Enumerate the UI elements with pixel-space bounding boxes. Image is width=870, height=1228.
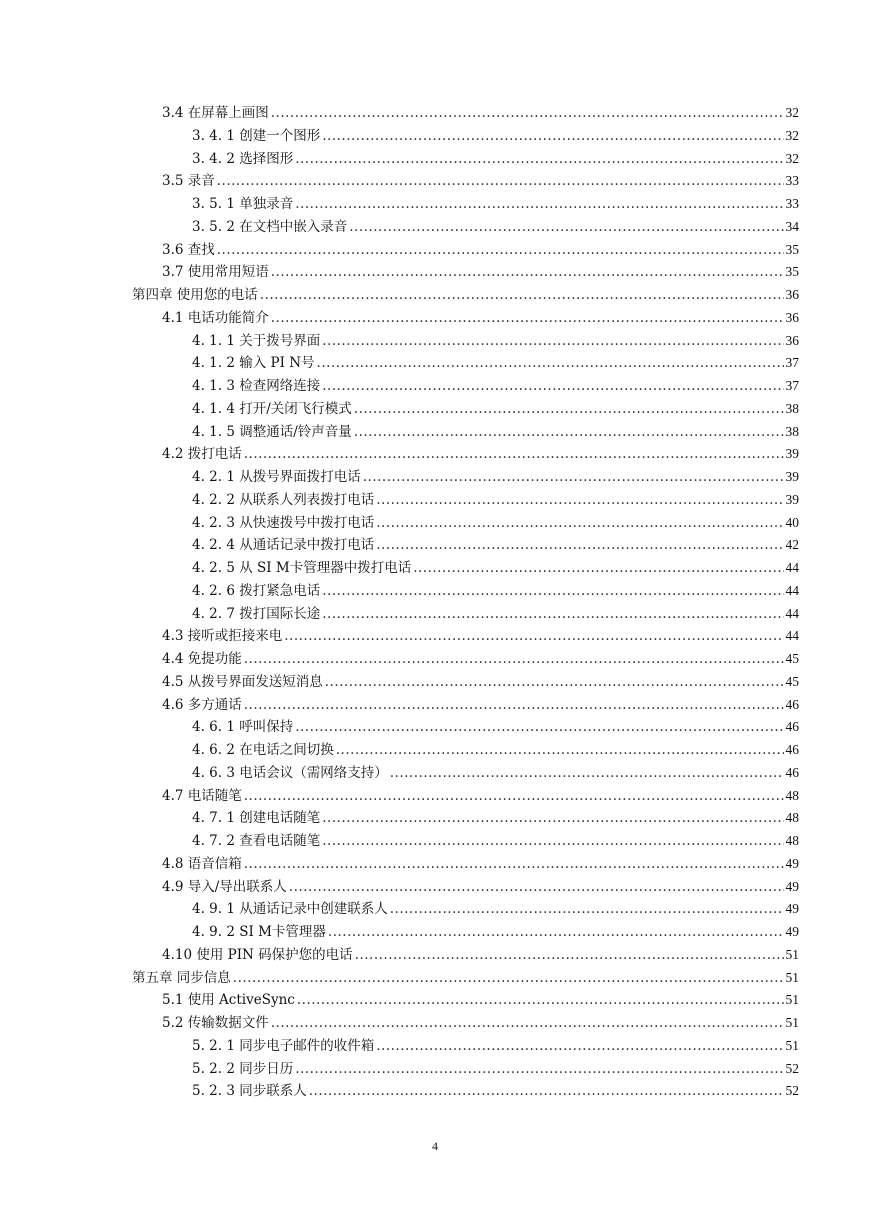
toc-dot-leader <box>244 785 784 808</box>
table-of-contents <box>0 102 870 1103</box>
toc-dot-leader <box>244 648 784 671</box>
toc-entry-page: 32 <box>785 127 799 143</box>
toc-entry-label: 4. 6. 3 电话会议（需网络支持） <box>192 764 388 781</box>
toc-dot-leader <box>260 284 784 307</box>
toc-entry-page: 42 <box>785 537 799 553</box>
toc-dot-leader <box>244 694 784 717</box>
toc-entry-page: 44 <box>785 628 799 644</box>
toc-dot-leader <box>349 216 783 239</box>
toc-dot-leader <box>295 193 783 216</box>
toc-dot-leader <box>376 489 783 512</box>
toc-entry-label: 4. 1. 1 关于拨号界面 <box>192 332 321 349</box>
toc-dot-leader <box>376 512 783 535</box>
toc-entry[interactable] <box>0 671 870 694</box>
toc-entry-page: 52 <box>785 1083 799 1099</box>
toc-dot-leader <box>322 580 783 603</box>
toc-entry-page: 49 <box>785 901 799 917</box>
toc-dot-leader <box>271 1012 784 1035</box>
toc-entry-label: 5. 2. 3 同步联系人 <box>192 1083 307 1100</box>
toc-entry-label: 3.5 录音 <box>162 173 215 190</box>
toc-entry-label: 4. 9. 1 从通话记录中创建联系人 <box>192 901 388 918</box>
toc-entry-label: 4. 2. 1 从拨号界面拨打电话 <box>192 469 361 485</box>
toc-entry-label: 4. 1. 4 打开/关闭飞行模式 <box>192 400 352 417</box>
toc-entry-label: 4. 2. 3 从快速拨号中拨打电话 <box>192 514 375 531</box>
toc-entry[interactable] <box>0 125 870 148</box>
toc-entry-page: 44 <box>785 582 799 598</box>
toc-entry-label: 4. 9. 2 SI M卡管理器 <box>192 924 326 940</box>
toc-entry-label: 4.8 语音信箱 <box>162 855 242 872</box>
toc-entry[interactable] <box>0 170 870 193</box>
toc-entry[interactable] <box>0 352 870 375</box>
toc-entry-page: 44 <box>785 560 799 575</box>
toc-entry[interactable] <box>0 284 870 307</box>
toc-entry-page: 45 <box>785 651 799 666</box>
toc-entry-page: 49 <box>785 924 799 939</box>
toc-entry[interactable] <box>0 830 870 853</box>
toc-entry-page: 51 <box>785 1037 799 1053</box>
toc-entry-page: 36 <box>785 287 799 302</box>
toc-entry-label: 5.1 使用 ActiveSync <box>162 992 295 1009</box>
toc-entry-page: 49 <box>785 855 799 871</box>
toc-dot-leader <box>390 762 784 785</box>
toc-entry[interactable] <box>0 1035 870 1058</box>
toc-dot-leader <box>271 307 784 330</box>
toc-entry-page: 35 <box>785 241 799 257</box>
toc-entry[interactable] <box>0 807 870 830</box>
toc-entry-page: 51 <box>785 992 799 1008</box>
toc-dot-leader <box>295 1058 783 1081</box>
toc-entry-page: 51 <box>785 969 799 985</box>
toc-entry-label: 4.9 导入/导出联系人 <box>162 878 287 895</box>
toc-entry-page: 40 <box>785 514 799 530</box>
toc-entry-page: 45 <box>785 673 799 689</box>
toc-dot-leader <box>295 716 783 739</box>
toc-entry[interactable] <box>0 216 870 239</box>
toc-entry[interactable] <box>0 193 870 216</box>
toc-entry-page: 39 <box>785 469 799 484</box>
toc-entry-page: 48 <box>785 810 799 826</box>
toc-entry-label: 3. 5. 2 在文档中嵌入录音 <box>192 218 348 235</box>
toc-entry-page: 51 <box>785 946 799 962</box>
toc-entry-label: 3. 4. 1 创建一个图形 <box>192 127 321 144</box>
toc-entry[interactable] <box>0 1012 870 1035</box>
toc-dot-leader <box>317 352 784 375</box>
toc-entry-label: 4. 6. 2 在电话之间切换 <box>192 742 334 758</box>
toc-entry[interactable] <box>0 785 870 808</box>
toc-entry-label: 4.4 免提功能 <box>162 651 242 667</box>
toc-dot-leader <box>271 261 784 284</box>
toc-entry-page: 32 <box>785 150 799 166</box>
toc-dot-leader <box>336 739 784 762</box>
toc-entry-label: 4. 7. 2 查看电话随笔 <box>192 833 321 849</box>
toc-entry[interactable] <box>0 762 870 785</box>
toc-dot-leader <box>244 443 784 466</box>
toc-entry[interactable] <box>0 1058 870 1081</box>
toc-entry-label: 3.6 查找 <box>162 241 215 258</box>
toc-entry[interactable] <box>0 421 870 444</box>
toc-entry-label: 3.4 在屏幕上画图 <box>162 105 269 121</box>
toc-entry-label: 4. 1. 2 输入 PI N号 <box>192 355 315 372</box>
toc-entry-label: 3. 4. 2 选择图形 <box>192 150 294 167</box>
toc-entry[interactable] <box>0 898 870 921</box>
toc-entry-page: 51 <box>785 1015 799 1030</box>
toc-entry[interactable] <box>0 989 870 1012</box>
toc-entry[interactable] <box>0 307 870 330</box>
toc-entry-label: 4.5 从拨号界面发送短消息 <box>162 673 323 690</box>
toc-dot-leader <box>328 921 784 944</box>
toc-entry-label: 第四章 使用您的电话 <box>132 287 258 303</box>
toc-entry-page: 38 <box>785 423 799 439</box>
toc-entry-label: 4.1 电话功能简介 <box>162 309 269 326</box>
toc-dot-leader <box>354 398 784 421</box>
toc-entry-label: 3.7 使用常用短语 <box>162 264 269 281</box>
toc-entry[interactable] <box>0 625 870 648</box>
toc-entry-label: 5. 2. 2 同步日历 <box>192 1060 294 1077</box>
toc-entry[interactable] <box>0 648 870 671</box>
toc-dot-leader <box>413 557 783 580</box>
toc-dot-leader <box>325 671 784 694</box>
toc-dot-leader <box>322 125 783 148</box>
toc-entry-label: 4. 2. 4 从通话记录中拨打电话 <box>192 537 375 554</box>
toc-entry-label: 4. 2. 5 从 SI M卡管理器中拨打电话 <box>192 560 412 576</box>
toc-entry-page: 48 <box>785 833 799 848</box>
toc-dot-leader <box>284 625 783 648</box>
toc-entry-label: 4.6 多方通话 <box>162 696 242 713</box>
toc-entry[interactable] <box>0 102 870 125</box>
toc-entry-page: 38 <box>785 400 799 416</box>
toc-entry[interactable] <box>0 375 870 398</box>
toc-dot-leader <box>297 989 784 1012</box>
toc-entry-label: 4.3 接听或拒接来电 <box>162 628 283 645</box>
toc-entry-label: 5.2 传输数据文件 <box>162 1015 269 1031</box>
toc-entry[interactable] <box>0 398 870 421</box>
toc-entry[interactable] <box>0 261 870 284</box>
toc-entry[interactable] <box>0 716 870 739</box>
toc-entry-page: 33 <box>785 173 799 189</box>
toc-dot-leader <box>271 102 784 125</box>
toc-entry-page: 46 <box>785 742 799 757</box>
toc-entry-page: 37 <box>785 378 799 393</box>
toc-entry-label: 4.10 使用 PIN 码保护您的电话 <box>162 946 353 963</box>
toc-entry-page: 39 <box>785 446 799 462</box>
toc-entry-page: 36 <box>785 309 799 325</box>
toc-entry-label: 4. 2. 6 拨打紧急电话 <box>192 582 321 599</box>
toc-dot-leader <box>217 239 784 262</box>
toc-dot-leader <box>376 534 783 557</box>
toc-entry[interactable] <box>0 944 870 967</box>
toc-entry-label: 4.7 电话随笔 <box>162 787 242 804</box>
page-number: 4 <box>432 1139 438 1153</box>
toc-dot-leader <box>295 148 783 171</box>
toc-entry-label: 4.2 拨打电话 <box>162 446 242 463</box>
toc-entry-page: 52 <box>785 1060 799 1076</box>
toc-entry-label: 5. 2. 1 同步电子邮件的收件箱 <box>192 1037 375 1054</box>
toc-entry-label: 4. 2. 2 从联系人列表拨打电话 <box>192 491 375 508</box>
toc-entry[interactable] <box>0 534 870 557</box>
toc-dot-leader <box>322 807 783 830</box>
toc-entry-label: 第五章 同步信息 <box>132 969 231 986</box>
toc-entry[interactable] <box>0 239 870 262</box>
toc-entry-page: 32 <box>785 105 799 120</box>
toc-entry-page: 49 <box>785 878 799 894</box>
toc-dot-leader <box>289 876 784 899</box>
toc-entry-page: 39 <box>785 491 799 507</box>
toc-dot-leader <box>354 421 784 444</box>
toc-entry-label: 4. 2. 7 拨打国际长途 <box>192 605 321 622</box>
toc-dot-leader <box>309 1080 784 1103</box>
toc-entry-page: 48 <box>785 787 799 803</box>
toc-dot-leader <box>355 944 784 967</box>
toc-entry[interactable] <box>0 489 870 512</box>
toc-dot-leader <box>217 170 784 193</box>
toc-entry-page: 37 <box>785 355 799 371</box>
toc-entry-page: 46 <box>785 764 799 780</box>
toc-dot-leader <box>244 853 784 876</box>
toc-dot-leader <box>322 375 783 398</box>
toc-entry-label: 4. 6. 1 呼叫保持 <box>192 719 294 736</box>
toc-entry[interactable] <box>0 580 870 603</box>
toc-entry[interactable] <box>0 876 870 899</box>
toc-dot-leader <box>233 967 784 990</box>
toc-dot-leader <box>322 603 783 626</box>
toc-entry[interactable] <box>0 739 870 762</box>
toc-entry[interactable] <box>0 694 870 717</box>
toc-dot-leader <box>322 830 783 853</box>
toc-entry-page: 44 <box>785 605 799 621</box>
toc-entry[interactable] <box>0 853 870 876</box>
toc-dot-leader <box>376 1035 783 1058</box>
toc-entry-page: 46 <box>785 719 799 735</box>
toc-entry-label: 4. 1. 5 调整通话/铃声音量 <box>192 423 352 440</box>
toc-entry-label: 4. 1. 3 检查网络连接 <box>192 378 321 394</box>
toc-entry-page: 34 <box>785 218 799 234</box>
toc-dot-leader <box>363 466 784 489</box>
toc-entry-page: 33 <box>785 196 799 211</box>
toc-entry-page: 35 <box>785 264 799 280</box>
toc-entry-label: 3. 5. 1 单独录音 <box>192 196 294 212</box>
toc-dot-leader <box>322 330 783 353</box>
toc-entry[interactable] <box>0 148 870 171</box>
toc-entry-page: 36 <box>785 332 799 348</box>
toc-entry[interactable] <box>0 1080 870 1103</box>
toc-entry[interactable] <box>0 603 870 626</box>
toc-entry-page: 46 <box>785 696 799 712</box>
toc-entry[interactable] <box>0 557 870 580</box>
toc-entry-label: 4. 7. 1 创建电话随笔 <box>192 810 321 827</box>
toc-entry[interactable] <box>0 512 870 535</box>
toc-entry[interactable] <box>0 443 870 466</box>
toc-entry[interactable] <box>0 466 870 489</box>
toc-entry[interactable] <box>0 330 870 353</box>
toc-entry[interactable] <box>0 921 870 944</box>
toc-dot-leader <box>390 898 784 921</box>
toc-entry[interactable] <box>0 967 870 990</box>
